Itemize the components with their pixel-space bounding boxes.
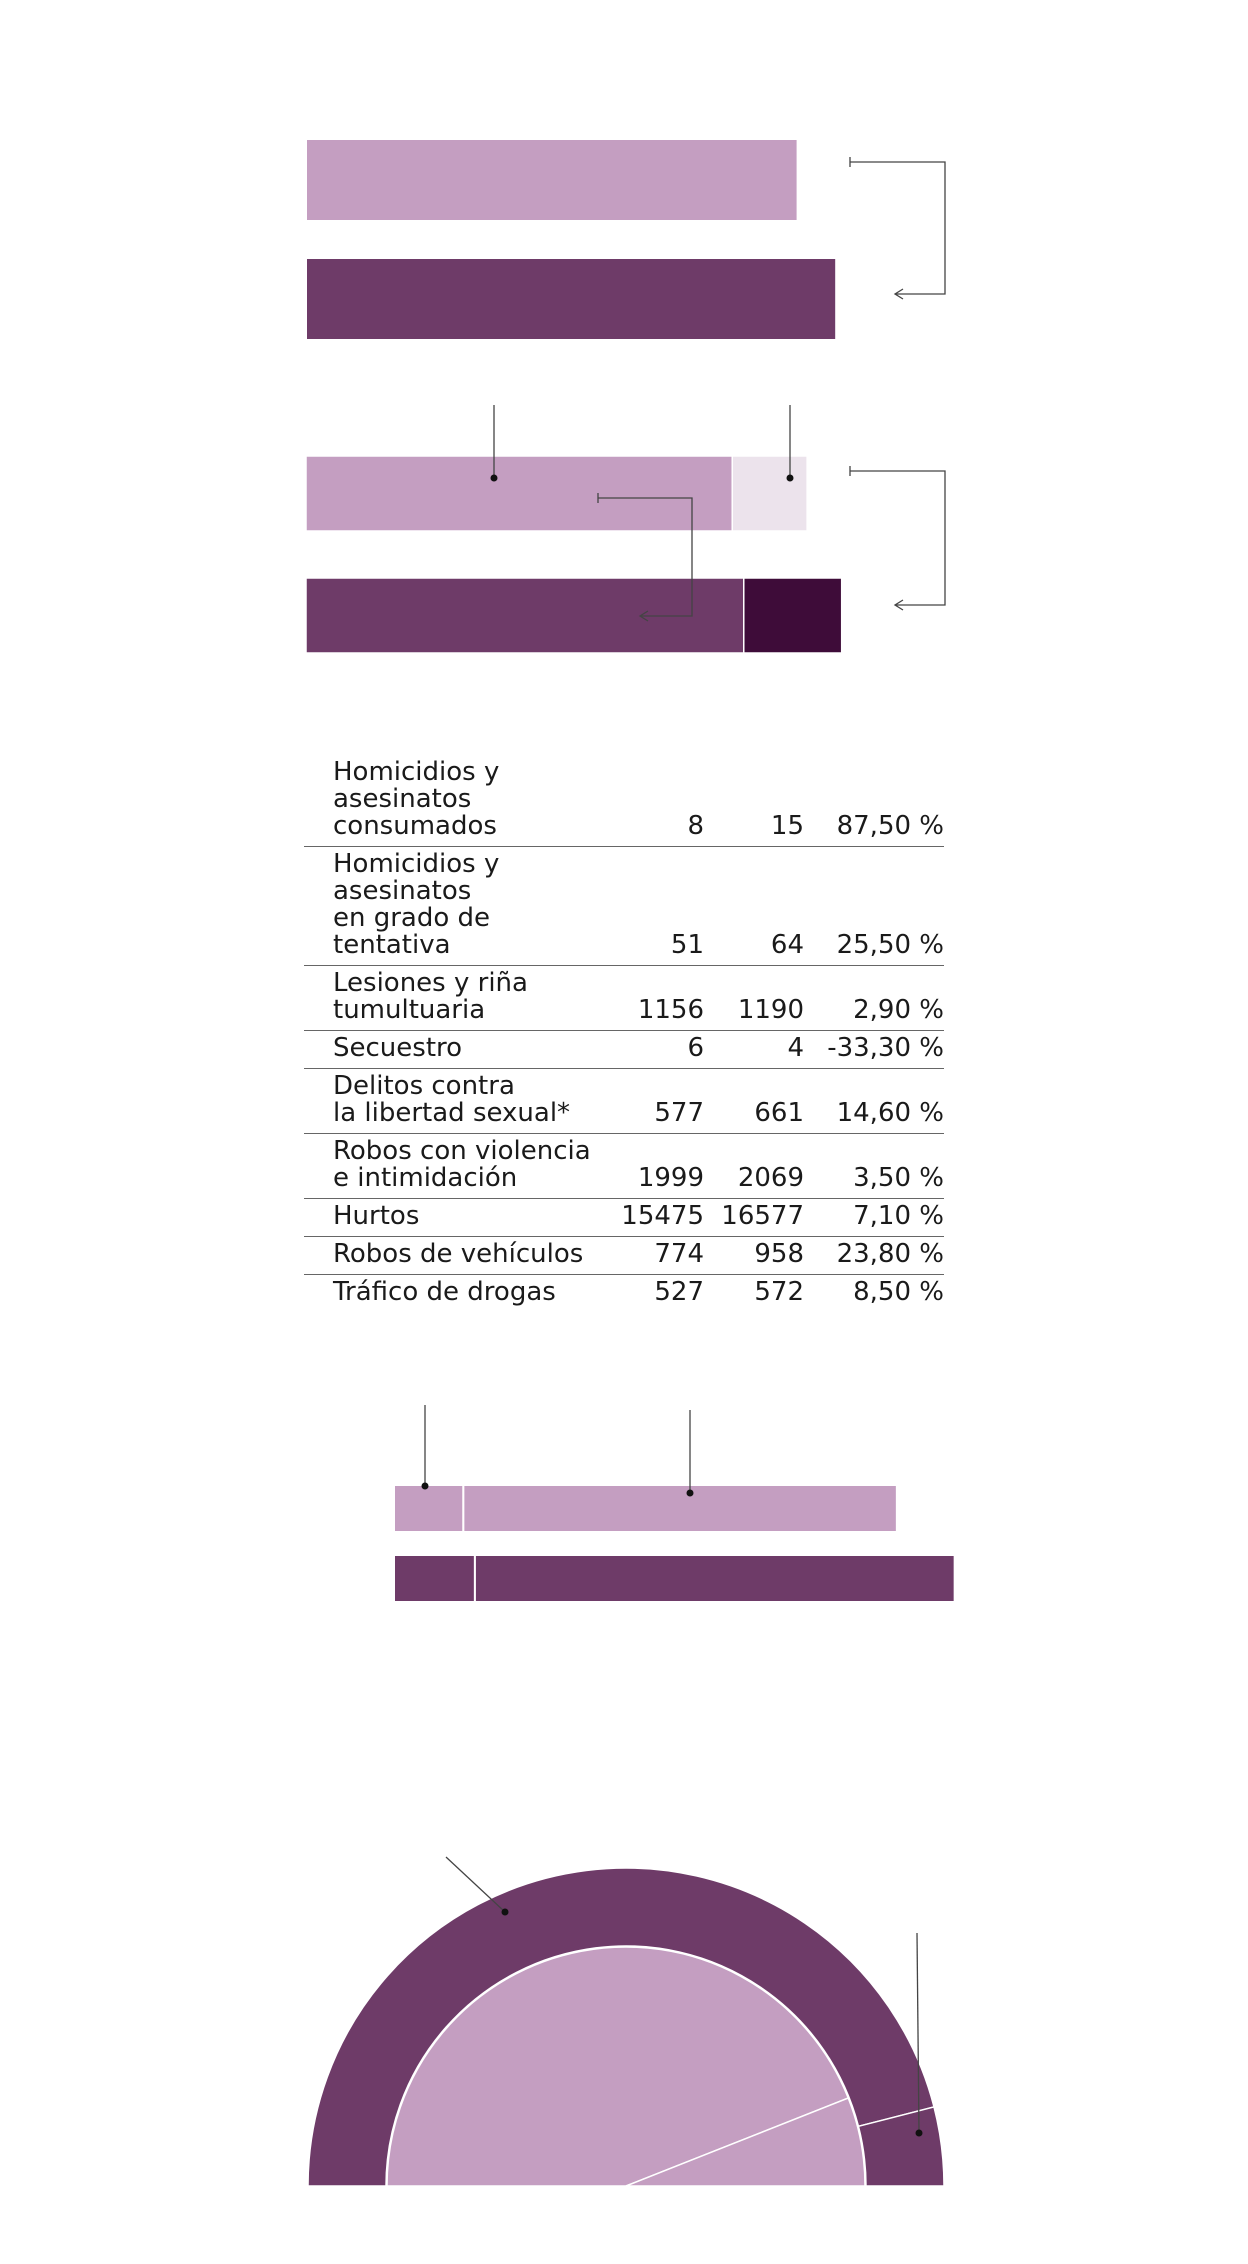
callout-line-outer-main [446, 1857, 505, 1912]
value-1: 774 [654, 1239, 704, 1269]
value-1: 8 [687, 811, 704, 841]
value-2: 958 [754, 1239, 804, 1269]
value-2: 15 [770, 811, 804, 841]
value-2: 16577 [721, 1201, 804, 1231]
change-percent: 14,60 % [836, 1098, 944, 1128]
change-percent: -33,30 % [827, 1033, 944, 1063]
change-percent: 25,50 % [836, 930, 944, 960]
value-1: 577 [654, 1098, 704, 1128]
row-label: Delitos contra la libertad sexual* [333, 1071, 571, 1128]
value-1: 1156 [637, 995, 704, 1025]
value-2: 2069 [737, 1163, 804, 1193]
value-2: 572 [754, 1277, 804, 1307]
value-1: 15475 [621, 1201, 704, 1231]
value-1: 51 [670, 930, 704, 960]
callout-dot-outer-main [502, 1909, 509, 1916]
change-percent: 7,10 % [853, 1201, 944, 1231]
value-2: 4 [787, 1033, 804, 1063]
callout-dot-outer-small [916, 2130, 923, 2137]
row-label: Homicidios y asesinatos en grado de tentativa [333, 849, 500, 960]
row-label: Tráfico de drogas [333, 1277, 556, 1307]
row-label: Hurtos [333, 1201, 420, 1231]
change-percent: 8,50 % [853, 1277, 944, 1307]
value-2: 661 [754, 1098, 804, 1128]
change-percent: 23,80 % [836, 1239, 944, 1269]
row-label: Robos con violencia e intimidación [333, 1136, 591, 1193]
change-percent: 2,90 % [853, 995, 944, 1025]
change-percent: 3,50 % [853, 1163, 944, 1193]
value-1: 527 [654, 1277, 704, 1307]
row-label: Homicidios y asesinatos consumados [333, 757, 500, 841]
value-2: 64 [770, 930, 804, 960]
row-label: Lesiones y riña tumultuaria [333, 968, 528, 1025]
change-percent: 87,50 % [836, 811, 944, 841]
value-2: 1190 [737, 995, 804, 1025]
value-1: 1999 [637, 1163, 704, 1193]
row-label: Secuestro [333, 1033, 463, 1063]
value-1: 6 [687, 1033, 704, 1063]
row-label: Robos de vehículos [333, 1239, 584, 1269]
